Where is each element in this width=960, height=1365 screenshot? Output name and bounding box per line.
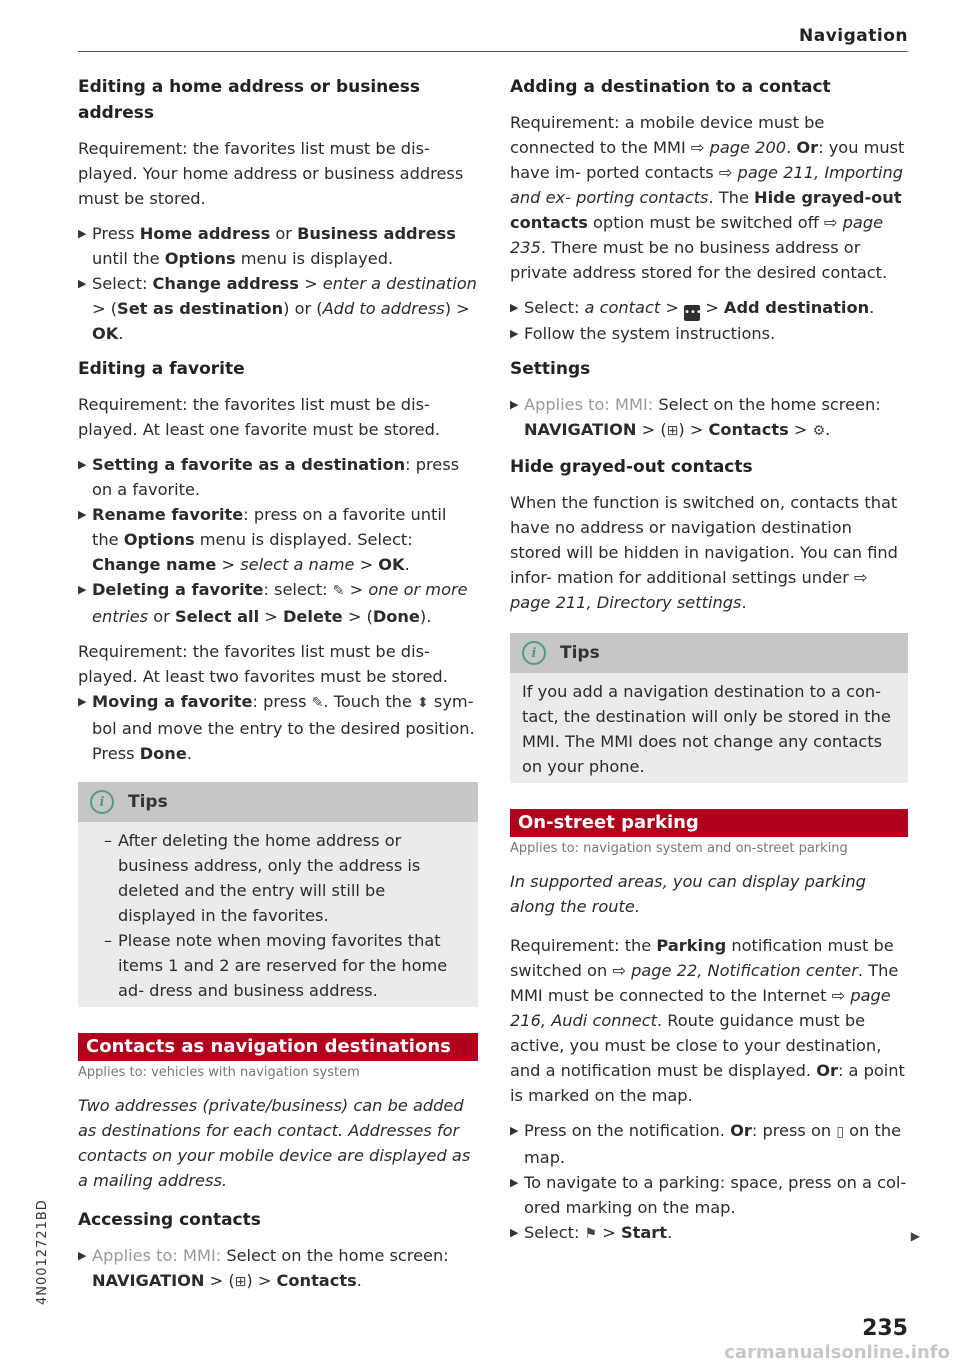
list-item: ▶ Select: a contact > ••• > Add destination. <box>510 295 908 321</box>
section-bar-on-street-parking: On-street parking <box>510 809 908 837</box>
settings-gear-icon: ⚙ <box>812 423 826 439</box>
tip-text: If you add a navigation destination to a con- tact, the destination will only be stored in the MMI. The MMI does not change any contacts on your phone. <box>522 682 891 776</box>
paragraph: Requirement: a mobile device must be connected to the MMI ⇨ page 200. Or: you must have im- ported contacts ⇨ page 211, Importing and ex- porting contacts. The Hide grayed-out contacts option must be switched off ⇨ page 235. There must be no business address or private address stored for the desired contact. <box>510 113 905 282</box>
tips-body <box>510 673 908 783</box>
bullet-arrow-icon: ▶ <box>78 227 87 240</box>
list-item: ▶ Rename favorite: press on a favorite until the Options menu is displayed. Select: Change name > select a name > OK. <box>78 502 478 577</box>
destination-flag-icon: ⚑ <box>584 1226 598 1242</box>
list-item: ▶ Moving a favorite: press ✎. Touch the ⬍ sym- bol and move the entry to the desired position. Press Done. <box>78 689 478 766</box>
step-list <box>510 295 908 346</box>
tip-item: – After deleting the home address or business address, only the address is deleted and the entry will still be displayed in the favorites. <box>104 831 421 925</box>
step-list <box>78 221 478 346</box>
document-code: 4N0012721BD <box>35 1199 50 1305</box>
paragraph: Requirement: the favorites list must be dis- played. At least one favorite must be stored. <box>78 395 441 439</box>
right-column <box>510 74 908 1257</box>
page-reference[interactable]: ⇨ page 22, Notification center <box>612 961 858 980</box>
page-reference[interactable]: ⇨ page 211, Importing and ex- porting contacts <box>510 163 904 207</box>
contacts-grid-icon: ⊞ <box>666 423 679 439</box>
info-icon: i <box>522 641 546 665</box>
heading-edit-home-business: Editing a home address or business address <box>78 77 421 123</box>
bullet-arrow-icon: ▶ <box>510 327 519 340</box>
list-item: ▶ Press on the notification. Or: press on ▯ on the map. <box>510 1118 908 1170</box>
heading-accessing-contacts: Accessing contacts <box>78 1210 261 1230</box>
step-list <box>78 1243 478 1295</box>
list-item: ▶ Deleting a favorite: select: ✎ > one or more entries or Select all > Delete > (Done). <box>78 577 478 629</box>
tips-header: i Tips <box>78 782 478 822</box>
paragraph: When the function is switched on, contacts that have no address or navigation destination stored will be hidden in navigation. You can find infor- mation for additional settings under ⇨ page 211, Directory settings. <box>510 493 898 612</box>
page-number: 235 <box>862 1316 908 1341</box>
bullet-arrow-icon: ▶ <box>78 1249 87 1262</box>
bullet-arrow-icon: ▶ <box>510 1176 519 1189</box>
page-reference[interactable]: ⇨ page 235 <box>510 213 884 257</box>
header-rule <box>78 51 908 52</box>
paragraph: Requirement: the Parking notification must be switched on ⇨ page 22, Notification center. The MMI must be connected to the Internet ⇨ page 216, Audi connect. Route guidance must be active, you must be close to your destination, and a notification must be displayed. Or: a point is marked on the map. <box>510 936 905 1105</box>
info-icon: i <box>90 790 114 814</box>
list-item: ▶ Applies to: MMI: Select on the home screen: NAVIGATION > (⊞) > Contacts. <box>78 1243 478 1295</box>
step-list <box>510 1118 908 1247</box>
move-handle-icon: ⬍ <box>417 695 429 711</box>
section-intro: In supported areas, you can display parking along the route. <box>510 872 866 916</box>
list-item: ▶ Press Home address or Business address until the Options menu is displayed. <box>78 221 478 271</box>
step-list <box>78 689 478 766</box>
list-item: ▶ Select: Change address > enter a destination > (Set as destination) or (Add to address) > OK. <box>78 271 478 346</box>
tip-item: – Please note when moving favorites that items 1 and 2 are reserved for the home ad- dress and business address. <box>104 931 448 1000</box>
heading-hide-grayed-out: Hide grayed-out contacts <box>510 457 753 477</box>
edit-icon: ✎ <box>332 583 345 599</box>
edit-icon: ✎ <box>311 695 324 711</box>
bullet-arrow-icon: ▶ <box>78 695 87 708</box>
running-header-title: Navigation <box>799 26 908 46</box>
bullet-arrow-icon: ▶ <box>78 583 87 596</box>
bullet-arrow-icon: ▶ <box>78 508 87 521</box>
paragraph: Requirement: the favorites list must be dis- played. At least two favorites must be stored. <box>78 642 448 686</box>
heading-settings: Settings <box>510 359 591 379</box>
paragraph: Requirement: the favorites list must be dis- played. Your home address or business address must be stored. <box>78 139 464 208</box>
section-bar-contacts-destinations: Contacts as navigation destinations <box>78 1033 478 1061</box>
parking-marker-icon: ▯ <box>836 1124 845 1140</box>
page-reference[interactable]: ⇨ page 211, Directory settings <box>510 568 868 612</box>
continue-arrow-icon: ▶ <box>910 1229 920 1243</box>
list-item: ▶ Follow the system instructions. <box>510 321 908 346</box>
step-list <box>510 392 908 444</box>
applies-to-note: Applies to: navigation system and on-street parking <box>510 841 848 856</box>
list-item: ▶ To navigate to a parking: space, press on a col- ored marking on the map. <box>510 1170 908 1220</box>
bullet-arrow-icon: ▶ <box>78 277 87 290</box>
tips-body <box>78 822 478 1007</box>
more-options-icon: ••• <box>684 305 700 321</box>
list-item: ▶ Setting a favorite as a destination: press on a favorite. <box>78 452 478 502</box>
left-column <box>78 74 478 1305</box>
step-list <box>78 452 478 629</box>
bullet-arrow-icon: ▶ <box>510 398 519 411</box>
section-intro: Two addresses (private/business) can be added as destinations for each contact. Addresses for contacts on your mobile device are displayed as a mailing address. <box>78 1096 471 1190</box>
bullet-arrow-icon: ▶ <box>510 301 519 314</box>
page-reference[interactable]: ⇨ page 216, Audi connect <box>510 986 891 1030</box>
heading-add-destination-contact: Adding a destination to a contact <box>510 77 831 97</box>
applies-to-note: Applies to: vehicles with navigation system <box>78 1065 360 1080</box>
bullet-arrow-icon: ▶ <box>510 1124 519 1137</box>
heading-edit-favorite: Editing a favorite <box>78 359 245 379</box>
tips-box <box>78 782 478 1007</box>
contacts-grid-icon: ⊞ <box>234 1274 247 1290</box>
list-item: ▶ Applies to: MMI: Select on the home screen: NAVIGATION > (⊞) > Contacts > ⚙. <box>510 392 908 444</box>
bullet-arrow-icon: ▶ <box>78 458 87 471</box>
tips-box <box>510 633 908 783</box>
tips-header: i Tips <box>510 633 908 673</box>
bullet-arrow-icon: ▶ <box>510 1226 519 1239</box>
watermark: carmanualsonline.info <box>724 1342 950 1363</box>
list-item: ▶ Select: ⚑ > Start. <box>510 1220 908 1247</box>
page-reference[interactable]: ⇨ page 200 <box>690 138 787 157</box>
